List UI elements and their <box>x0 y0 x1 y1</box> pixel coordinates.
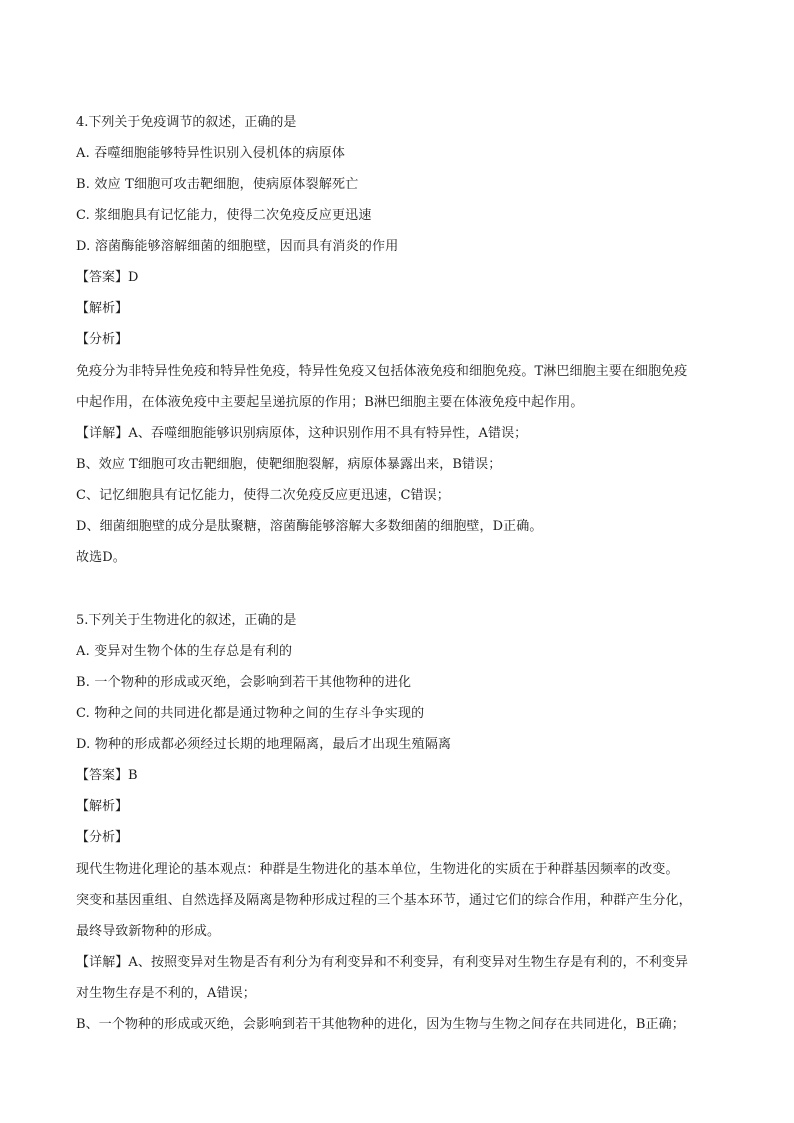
question-5-detail-line-3: B、一个物种的形成或灭绝，会影响到若干其他物种的进化，因为生物与生物之间存在共同进化，B正确； <box>76 1017 685 1032</box>
question-4-analysis-tag: 【分析】 <box>76 332 129 347</box>
question-4-detail-line-5: 故选D。 <box>76 550 126 565</box>
question-5-option-b: B. 一个物种的形成或灭绝，会影响到若干其他物种的进化 <box>76 675 412 690</box>
question-5-answer: 【答案】B <box>76 768 138 783</box>
question-4-option-b: B. 效应 T细胞可攻击靶细胞，使病原体裂解死亡 <box>76 177 359 192</box>
question-5-analysis-line-1: 现代生物进化理论的基本观点：种群是生物进化的基本单位，生物进化的实质在于种群基因频率的改变。 <box>76 862 679 877</box>
question-4-detail-line-2: B、效应 T细胞可攻击靶细胞，使靶细胞裂解，病原体暴露出来，B错误； <box>76 457 502 472</box>
question-4-detail-line-3: C、记忆细胞具有记忆能力，使得二次免疫反应更迅速，C错误； <box>76 488 450 503</box>
question-5-explain-tag: 【解析】 <box>76 799 129 814</box>
question-4-option-a: A. 吞噬细胞能够特异性识别入侵机体的病原体 <box>76 146 346 161</box>
question-4-option-c: C. 浆细胞具有记忆能力，使得二次免疫反应更迅速 <box>76 208 372 223</box>
question-5-analysis-line-2: 突变和基因重组、自然选择及隔离是物种形成过程的三个基本环节，通过它们的综合作用，种群产生分化， <box>76 893 692 908</box>
question-5-analysis-line-3: 最终导致新物种的形成。 <box>76 924 221 939</box>
question-4-explain-tag: 【解析】 <box>76 301 129 316</box>
question-5-option-d: D. 物种的形成都必须经过长期的地理隔离，最后才出现生殖隔离 <box>76 737 452 752</box>
question-4-detail-line-1: 【详解】A、吞噬细胞能够识别病原体，这种识别作用不具有特异性，A错误； <box>76 426 528 441</box>
question-5-option-c: C. 物种之间的共同进化都是通过物种之间的生存斗争实现的 <box>76 706 425 721</box>
question-4-analysis-line-1: 免疫分为非特异性免疫和特异性免疫，特异性免疫又包括体液免疫和细胞免疫。T淋巴细胞主要在细胞免疫 <box>76 364 688 379</box>
question-4-analysis-line-2: 中起作用，在体液免疫中主要起呈递抗原的作用；B淋巴细胞主要在体液免疫中起作用。 <box>76 395 584 410</box>
question-5-detail-line-2: 对生物生存是不利的，A错误； <box>76 986 256 1001</box>
question-5-detail-line-1: 【详解】A、按照变异对生物是否有利分为有利变异和不利变异，有利变异对生物生存是有利的，不利变异 <box>76 955 689 970</box>
question-5-analysis-tag: 【分析】 <box>76 830 129 845</box>
question-4-option-d: D. 溶菌酶能够溶解细菌的细胞壁，因而具有消炎的作用 <box>76 239 399 254</box>
question-5-option-a: A. 变异对生物个体的生存总是有利的 <box>76 644 293 659</box>
question-4-detail-line-4: D、细菌细胞壁的成分是肽聚糖，溶菌酶能够溶解大多数细菌的细胞壁，D正确。 <box>76 519 543 534</box>
question-4-answer: 【答案】D <box>76 270 139 285</box>
question-5-stem: 5.下列关于生物进化的叙述，正确的是 <box>76 613 297 628</box>
question-4-stem: 4.下列关于免疫调节的叙述，正确的是 <box>76 115 297 130</box>
